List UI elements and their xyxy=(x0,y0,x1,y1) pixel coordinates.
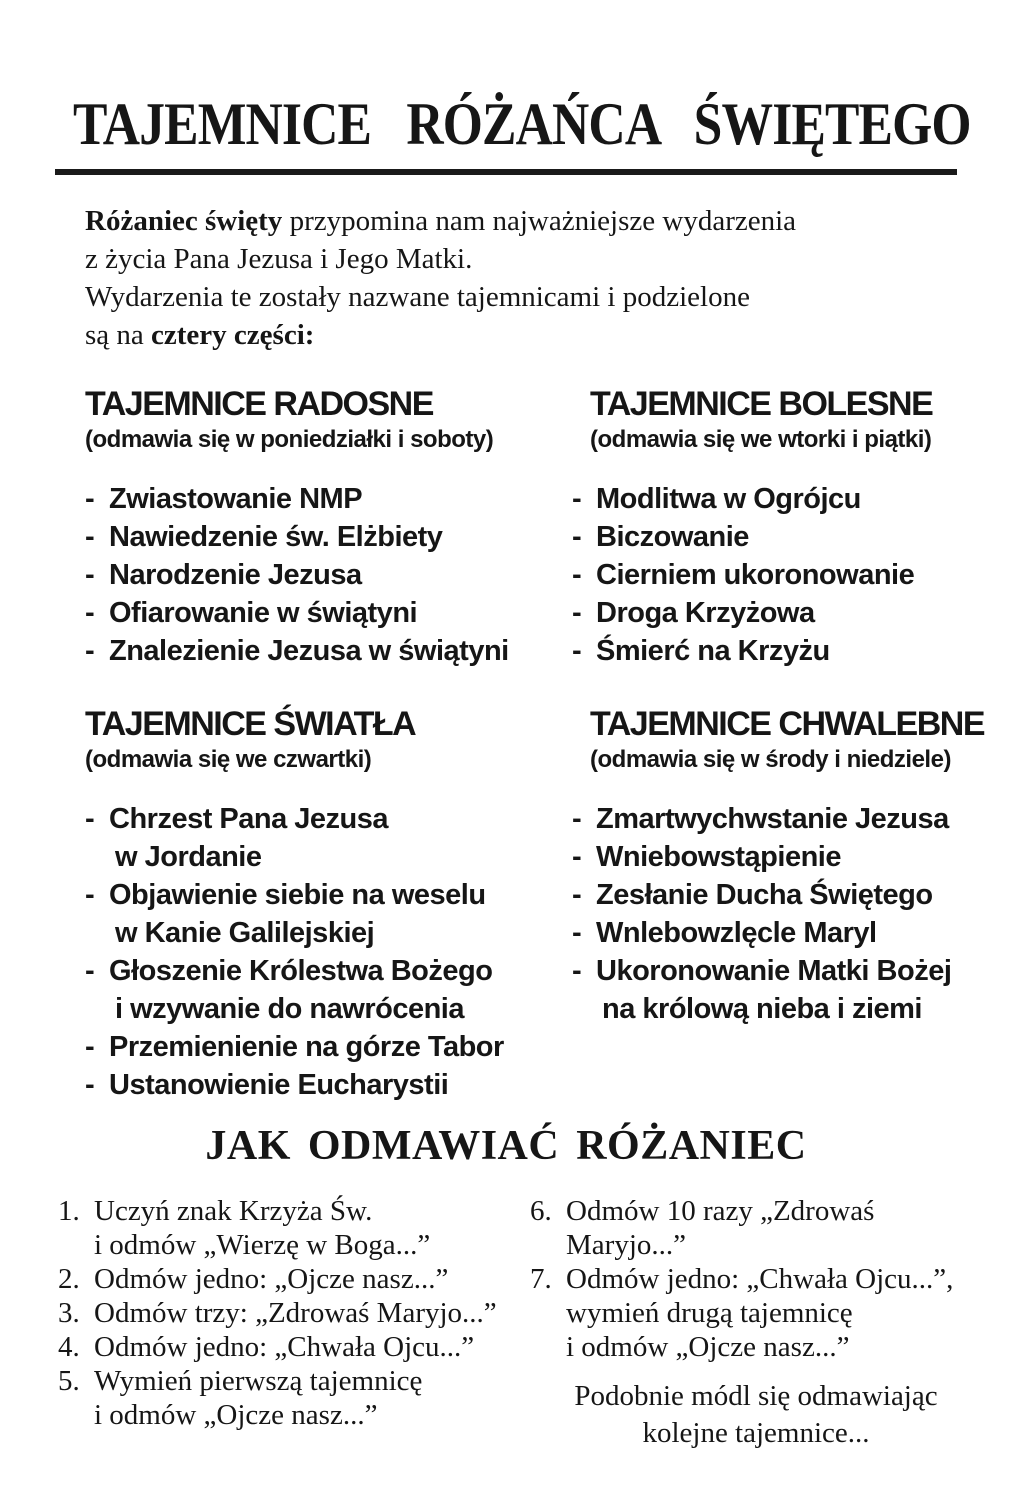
section-chwalebne-subtitle: (odmawia się w środy i niedziele) xyxy=(590,746,951,773)
step-number: 4. xyxy=(58,1331,80,1363)
page-title: TAJEMNICE RÓŻAŃCA ŚWIĘTEGO xyxy=(73,91,971,157)
intro-line-3: Wydarzenia te zostały nazwane tajemnicami i podzielone xyxy=(85,281,750,313)
closing-note-line-1: Podobnie módl się odmawiając xyxy=(574,1380,938,1412)
section-swiatla-title: TAJEMNICE ŚWIATŁA xyxy=(85,705,416,743)
dash-bullet: - xyxy=(572,521,582,553)
intro-line-4-prefix: są na xyxy=(85,319,152,351)
step-lines xyxy=(566,1262,982,1364)
mystery-item xyxy=(85,632,555,670)
mysteries-grid xyxy=(0,384,1012,1104)
howto-title-block xyxy=(0,1122,1012,1170)
mystery-item xyxy=(572,838,984,876)
dash-bullet: - xyxy=(85,483,95,515)
section-radosne-title: TAJEMNICE RADOSNE xyxy=(85,385,433,423)
mystery-text: Zmartwychwstanie Jezusa xyxy=(596,803,949,835)
section-chwalebne xyxy=(572,704,984,1104)
mystery-item xyxy=(572,518,984,556)
dash-bullet: - xyxy=(572,803,582,835)
dash-bullet: - xyxy=(85,879,95,911)
step-lines xyxy=(566,1194,982,1262)
step-line: Odmów trzy: „Zdrowaś Maryjo...” xyxy=(94,1297,497,1329)
step-line: wymień drugą tajemnicę xyxy=(566,1297,853,1329)
mystery-item xyxy=(85,594,555,632)
section-radosne-items xyxy=(85,480,555,670)
step-number: 7. xyxy=(530,1263,552,1295)
step-lines xyxy=(94,1296,506,1330)
step-number: 3. xyxy=(58,1297,80,1329)
mystery-text: Cierniem ukoronowanie xyxy=(596,559,915,591)
dash-bullet: - xyxy=(572,841,582,873)
mystery-item-continuation: w Kanie Galilejskiej xyxy=(115,917,375,949)
dash-bullet: - xyxy=(572,597,582,629)
step-1 xyxy=(58,1194,506,1262)
mystery-item xyxy=(85,518,555,556)
step-line: i odmów „Ojcze nasz...” xyxy=(566,1331,850,1363)
mystery-item xyxy=(572,914,984,952)
closing-note-line-2: kolejne tajemnice... xyxy=(642,1417,870,1449)
dash-bullet: - xyxy=(85,803,95,835)
title-underline-rule xyxy=(55,169,957,175)
dash-bullet: - xyxy=(572,917,582,949)
step-lines xyxy=(94,1364,506,1432)
intro-line-4 xyxy=(85,316,972,354)
howto-steps-right-column xyxy=(530,1194,982,1452)
title-block xyxy=(0,92,1012,156)
section-swiatla-subtitle: (odmawia się we czwartki) xyxy=(85,746,372,773)
step-4 xyxy=(58,1330,506,1364)
mystery-item xyxy=(85,800,555,838)
section-swiatla-items xyxy=(85,800,555,1104)
mystery-text: Modlitwa w Ogrójcu xyxy=(596,483,861,515)
mystery-item-continuation: na królową nieba i ziemi xyxy=(602,993,922,1025)
step-line: Odmów jedno: „Chwała Ojcu...” xyxy=(94,1331,475,1363)
mystery-text: Nawiedzenie św. Elżbiety xyxy=(109,521,443,553)
mystery-item xyxy=(85,1028,555,1066)
dash-bullet: - xyxy=(85,635,95,667)
step-line: i odmów „Ojcze nasz...” xyxy=(94,1399,378,1431)
dash-bullet: - xyxy=(85,1069,95,1101)
mystery-text: Biczowanie xyxy=(596,521,749,553)
step-line: Odmów 10 razy „Zdrowaś xyxy=(566,1195,875,1227)
step-2 xyxy=(58,1262,506,1296)
section-bolesne-subtitle: (odmawia się we wtorki i piątki) xyxy=(590,426,932,453)
mystery-text: Wnlebowzlęcle Maryl xyxy=(596,917,877,949)
intro-lead-bold: Różaniec święty xyxy=(85,205,283,237)
mystery-text: Zesłanie Ducha Świętego xyxy=(596,879,933,911)
mystery-text: Objawienie siebie na weselu xyxy=(109,879,486,911)
intro-line-2: z życia Pana Jezusa i Jego Matki. xyxy=(85,243,473,275)
mystery-item xyxy=(572,556,984,594)
intro-line-1-rest: przypomina nam najważniejsze wydarzenia xyxy=(282,205,797,237)
section-chwalebne-items xyxy=(572,800,984,1028)
step-lines xyxy=(94,1330,506,1364)
step-line: Odmów jedno: „Ojcze nasz...” xyxy=(94,1263,449,1295)
step-7 xyxy=(530,1262,982,1364)
section-bolesne-items xyxy=(572,480,984,670)
mystery-item xyxy=(572,480,984,518)
mystery-item xyxy=(572,876,984,914)
section-radosne-subtitle: (odmawia się w poniedziałki i soboty) xyxy=(85,426,494,453)
howto-steps-left-column xyxy=(58,1194,506,1452)
step-lines xyxy=(94,1194,506,1262)
section-swiatla xyxy=(85,704,555,1104)
howto-title: JAK ODMAWIAĆ RÓŻANIEC xyxy=(205,1123,807,1169)
step-number: 1. xyxy=(58,1195,80,1227)
step-3 xyxy=(58,1296,506,1330)
step-line: Maryjo...” xyxy=(566,1229,686,1261)
mystery-item xyxy=(85,556,555,594)
step-number: 6. xyxy=(530,1195,552,1227)
section-bolesne-title: TAJEMNICE BOLESNE xyxy=(590,385,933,423)
mystery-item xyxy=(572,594,984,632)
mystery-item xyxy=(85,952,555,990)
howto-steps-grid xyxy=(0,1194,1012,1452)
mystery-item xyxy=(572,952,984,990)
dash-bullet: - xyxy=(85,521,95,553)
step-line: Odmów jedno: „Chwała Ojcu...”, xyxy=(566,1263,954,1295)
closing-note xyxy=(530,1378,982,1452)
mystery-text: Chrzest Pana Jezusa xyxy=(109,803,389,835)
mystery-text: Przemienienie na górze Tabor xyxy=(109,1031,504,1063)
mystery-text: Wniebowstąpienie xyxy=(596,841,841,873)
mystery-item xyxy=(572,800,984,838)
step-6 xyxy=(530,1194,982,1262)
mystery-text: Śmierć na Krzyżu xyxy=(596,635,830,667)
mystery-item xyxy=(85,480,555,518)
dash-bullet: - xyxy=(85,597,95,629)
mystery-item xyxy=(572,632,984,670)
step-lines xyxy=(94,1262,506,1296)
step-number: 2. xyxy=(58,1263,80,1295)
mystery-item-continuation: i wzywanie do nawrócenia xyxy=(115,993,464,1025)
step-line: Uczyń znak Krzyża Św. xyxy=(94,1195,373,1227)
mystery-text: Znalezienie Jezusa w świątyni xyxy=(109,635,509,667)
section-bolesne xyxy=(572,384,984,670)
dash-bullet: - xyxy=(85,559,95,591)
section-radosne xyxy=(85,384,555,670)
mystery-text: Głoszenie Królestwa Bożego xyxy=(109,955,493,987)
intro-line-1 xyxy=(85,202,972,240)
mystery-text: Ofiarowanie w świątyni xyxy=(109,597,418,629)
mystery-item xyxy=(85,876,555,914)
mystery-text: Ustanowienie Eucharystii xyxy=(109,1069,449,1101)
dash-bullet: - xyxy=(572,635,582,667)
mystery-text: Droga Krzyżowa xyxy=(596,597,815,629)
mystery-item-continuation: w Jordanie xyxy=(115,841,262,873)
dash-bullet: - xyxy=(572,483,582,515)
mystery-item xyxy=(85,1066,555,1104)
dash-bullet: - xyxy=(85,955,95,987)
dash-bullet: - xyxy=(572,559,582,591)
dash-bullet: - xyxy=(572,879,582,911)
mystery-text: Narodzenie Jezusa xyxy=(109,559,362,591)
intro-paragraph xyxy=(85,202,972,354)
step-5 xyxy=(58,1364,506,1432)
dash-bullet: - xyxy=(572,955,582,987)
mystery-text: Zwiastowanie NMP xyxy=(109,483,363,515)
intro-line-4-bold: cztery części: xyxy=(151,319,315,351)
step-line: Wymień pierwszą tajemnicę xyxy=(94,1365,423,1397)
section-chwalebne-title: TAJEMNICE CHWALEBNE xyxy=(590,705,984,743)
step-number: 5. xyxy=(58,1365,80,1397)
dash-bullet: - xyxy=(85,1031,95,1063)
mystery-text: Ukoronowanie Matki Bożej xyxy=(596,955,952,987)
step-line: i odmów „Wierzę w Boga...” xyxy=(94,1229,431,1261)
